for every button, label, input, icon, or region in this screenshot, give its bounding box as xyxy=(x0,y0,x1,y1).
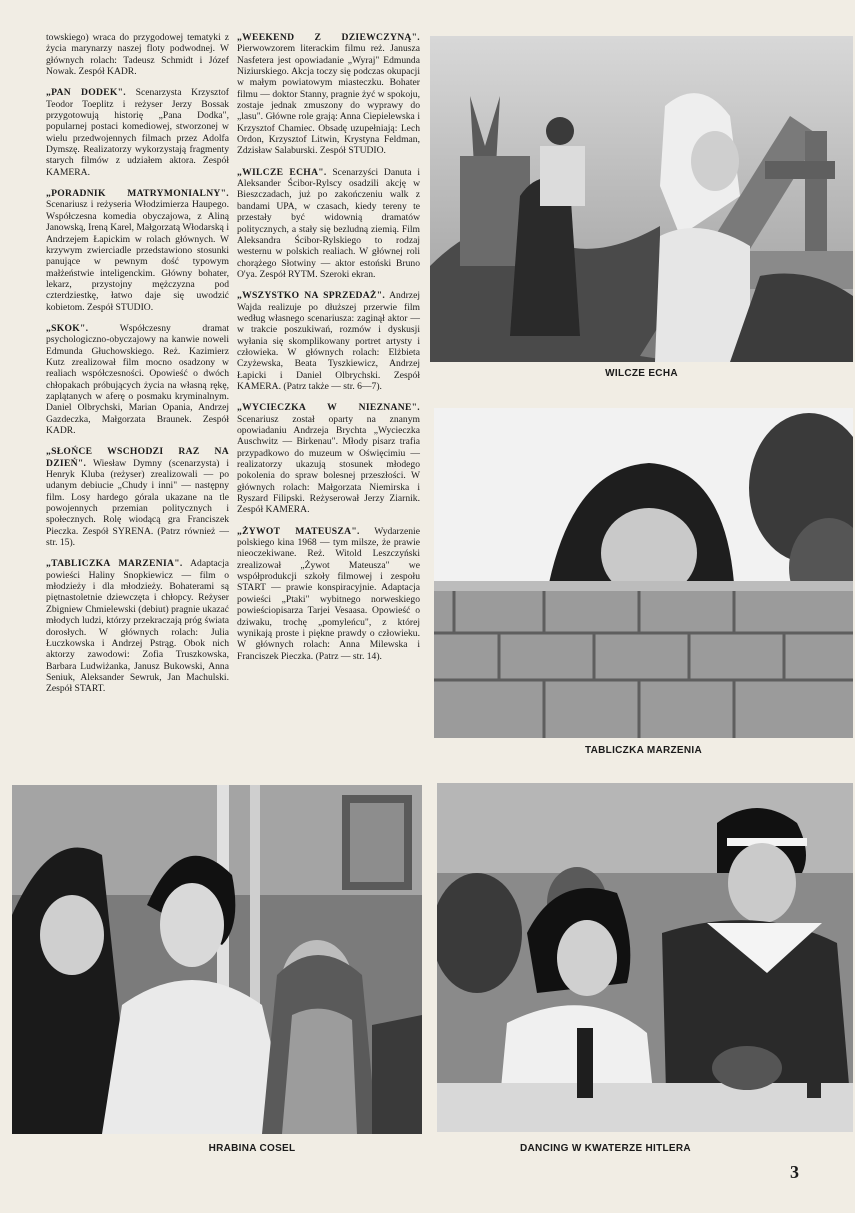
article-text: Scenarzysta Krzysztof Teodor Toeplitz i reżyser Jerzy Bossak przygotowują historię „Pana Dodka", popularnej postaci komediowej, stworzonej w wielu przedwojennych filmach przez Adolfa Dymszę. Realizatorzy wykorzystają fragmenty starych filmów z udziałem aktora. Zespół KAMERA. xyxy=(46,87,229,178)
article-text: Scenariusz został oparty na znanym opowiadaniu Andrzeja Brychta „Wycieczka Auschwitz — Birkenau". Młody pisarz trafia przypadkowo do muzeum w Oświęcimiu — realizatorzy ukazują stosunek młodego pokolenia do spraw bolesnej przeszłości. W głównych rolach: Małgorzata Niemirska i Ryszard Filipski. Reżyserował Jerzy Ziarnik. Zespół KAMERA. xyxy=(237,413,420,516)
film-title-heading: „WEEKEND Z DZIEWCZYNĄ". xyxy=(237,32,420,43)
caption-dancing-w-kwaterze-hitlera: DANCING W KWATERZE HITLERA xyxy=(520,1143,691,1154)
article-paragraph xyxy=(46,188,229,313)
film-title-heading: „TABLICZKA MARZENIA". xyxy=(46,558,183,570)
film-title-heading: „WYCIECZKA W NIEZNANE". xyxy=(237,402,420,414)
film-title-heading: „WILCZE ECHA". xyxy=(237,166,327,178)
article-text: Scenariusz i reżyseria Włodzimierza Haupego. Współczesna komedia obyczajowa, z Aliną Janowską, Ireną Karel, Małgorzatą Włodarską i Andrzejem Łapickim w rolach głównych. W krzywym zwierciadle przedstawiono stosunki panujące w pewnym dość typowym małżeństwie inteligenckim. Główny bohater, lekarz, przystojny mężczyzna pod czterdziestkę, łatwo daje się uwodzić kobietom. Zespół STUDIO. xyxy=(46,199,229,313)
article-text: Współczesny dramat psychologiczno-obyczajowy na kanwie noweli Edmunda Głuchowskiego. Reż. Kazimierz Kutz zrealizował film mocno osadzony w realiach współczesności. Opowieść o dwóch chłopakach próbujących życia na własną rękę, zaplątanych w aferę o posmaku kryminalnym. Daniel Olbrychski, Marian Opania, Andrzej Gazdeczka, Małgorzata Braunek. Zespół KADR. xyxy=(46,322,229,436)
caption-hrabina-cosel: HRABINA COSEL xyxy=(208,1143,296,1154)
photo-dancing-w-kwaterze-hitlera xyxy=(437,783,853,1132)
film-title-heading: „SŁOŃCE WSCHODZI RAZ NA DZIEŃ". xyxy=(46,446,229,469)
film-title-heading: „WSZYSTKO NA SPRZEDAŻ". xyxy=(237,290,386,302)
article-paragraph xyxy=(237,32,420,157)
article-paragraph xyxy=(46,323,229,436)
article-paragraph xyxy=(46,87,229,178)
article-text: towskiego) wraca do przygodowej tematyki z życia marynarzy naszej floty podwodnej. W głównych rolach: Tadeusz Schmidt i Józef Nowak. Zespół KADR. xyxy=(46,32,229,78)
page-number: 3 xyxy=(790,1162,799,1182)
article-text: Wydarzenie polskiego kina 1968 — tym milsze, że prawie nieoczekiwane. Reż. Witold Leszczyński zrealizował „Żywot Mateusza" we współprodukcji szkoły filmowej i zespołu START — prawie konspiracyjnie. Adaptacja powieści „Ptaki" wybitnego norweskiego powieściopisarza Tarjei Vesaasa. Opowieść o dziwaku, trochę „pomyleńcu", z której wynikają proste i piękne prawdy o człowieku. W głównych rolach: Anna Milewska i Franciszek Pieczka. (Patrz — str. 14). xyxy=(237,525,420,662)
article-text: Pierwowzorem literackim filmu reż. Janusza Nasfetera jest opowiadanie „Wyraj" Edmunda Niziurskiego. Akcja toczy się podczas okupacji w małym powiatowym miasteczku. Bohater filmu — doktor Stanny, pragnie żyć w spokoju, zostaje jednak zmuszony do wyprawy do „lasu". Główne role grają: Anna Ciepielewska i Krzysztof Chamiec. Obsadę uzupełniają: Lech Ordon, Krzysztof Litwin, Krystyna Feldman, Zdzisław Salaburski. Zespół STUDIO. xyxy=(237,43,420,157)
film-title-heading: „ŻYWOT MATEUSZA". xyxy=(237,525,360,537)
caption-wilcze-echa: WILCZE ECHA xyxy=(605,368,678,379)
caption-tabliczka-marzenia: TABLICZKA MARZENIA xyxy=(584,745,703,756)
article-paragraph xyxy=(237,402,420,515)
article-paragraph xyxy=(46,446,229,548)
article-paragraph xyxy=(237,167,420,280)
film-title-heading: „SKOK". xyxy=(46,322,89,334)
photo-tabliczka-marzenia xyxy=(434,408,853,738)
article-text: Scenarzyści Danuta i Aleksander Ścibor-Rylscy osadzili akcję w Bieszczadach, już po zakończeniu walk z bandami UPA, w czasach, kiedy tereny te przestały być widownią dramatów politycznych, a stały się bezludną ziemią. Film Aleksandra Ścibor-Rylskiego to rodzaj westernu w polskich realiach. W głównej roli chorążego Słotwiny — aktor estoński Bruno O'ya. Zespół RYTM. Szeroki ekran. xyxy=(237,166,420,280)
film-title-heading: „PAN DODEK". xyxy=(46,87,126,99)
article-text: Wiesław Dymny (scenarzysta) i Henryk Kluba (reżyser) zrealizowali — po udanym debiucie „Chudy i inni" — następny film. Losy hardego górala ukazane na tle powojennych przemian politycznych i społecznych. Rolę wiodącą gra Franciszek Pieczka. Zespół SYRENA. (Patrz również — str. 15). xyxy=(46,457,229,549)
article-paragraph xyxy=(46,558,229,694)
photo-wilcze-echa xyxy=(430,36,853,362)
article-column-left xyxy=(46,32,229,705)
photo-hrabina-cosel xyxy=(12,785,422,1134)
article-text: Adaptacja powieści Haliny Snopkiewicz — film o młodzieży i dla młodzieży. Bohaterami są piętnastoletnie dziewczęta i chłopcy. Reżyser Zbigniew Chmielewski (debiut) pragnie ukazać młodych ludzi, którzy przekraczają próg świata dorosłych. W głównych rolach: Julia Łuczkowska i Andrzej Pstrąg. Obok nich aktorzy zawodowi: Zofia Truszkowska, Barbara Ludwiżanka, Janusz Bukowski, Anna Seniuk, Aleksander Sewruk, Jan Machulski. Zespół START. xyxy=(46,558,229,695)
article-paragraph xyxy=(237,290,420,392)
article-column-middle xyxy=(237,32,420,672)
article-paragraph xyxy=(46,32,229,77)
article-text: Andrzej Wajda realizuje po dłuższej przerwie film według własnego scenariusza: zaginął aktor — w trakcie poszukiwań, rozmów i dyskusji wyłania się skomplikowany portret artysty i człowieka. W głównych rolach: Elżbieta Czyżewska, Beata Tyszkiewicz, Andrzej Łapicki i Daniel Olbrychski. Zespół KAMERA. (Patrz także — str. 6—7). xyxy=(237,290,420,392)
film-title-heading: „PORADNIK MATRYMONIALNY". xyxy=(46,188,229,200)
article-paragraph xyxy=(237,526,420,662)
